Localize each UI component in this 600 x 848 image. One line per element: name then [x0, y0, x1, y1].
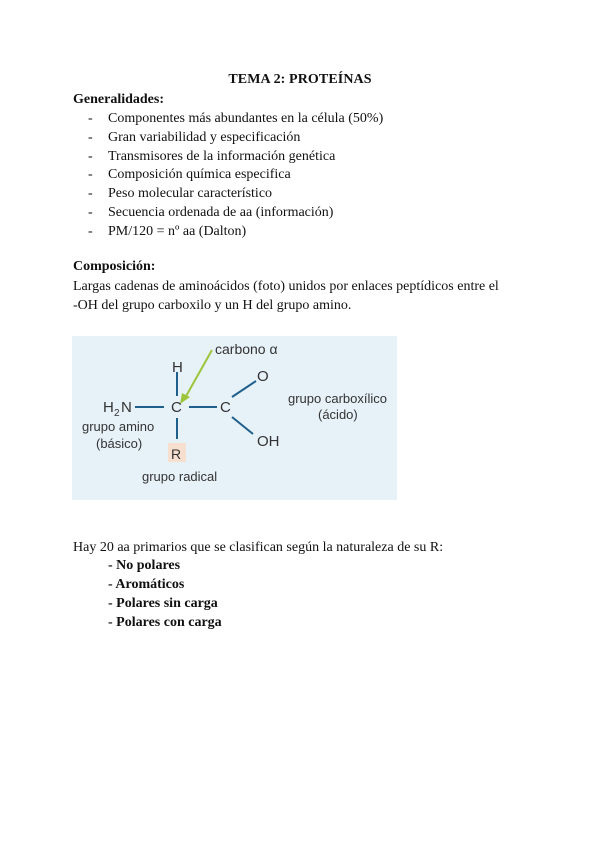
acido-label: (ácido) — [318, 407, 358, 422]
clasificacion-intro: Hay 20 aa primarios que se clasifican según la naturaleza de su R: — [73, 540, 444, 555]
list-item: - PM/120 = nº aa (Dalton) — [88, 223, 247, 239]
composicion-line-2: -OH del grupo carboxilo y un H del grupo amino. — [73, 298, 352, 313]
amino-acid-diagram — [72, 336, 397, 500]
list-item: - Aromáticos — [108, 577, 185, 592]
amino-acid-structure-figure — [72, 336, 397, 500]
amino-subscript: 2 — [114, 408, 120, 419]
grupo-radical-label: grupo radical — [142, 469, 218, 484]
amino-h: H — [103, 399, 114, 416]
atom-r: R — [171, 446, 182, 462]
generalidades-heading: Generalidades: — [73, 92, 164, 107]
carboxyl-carbon: C — [220, 399, 231, 416]
atom-h: H — [172, 359, 183, 376]
generalidades-list — [88, 110, 383, 242]
grupo-carboxilico-label: grupo carboxílico — [288, 391, 387, 406]
list-item: - No polares — [108, 558, 181, 573]
list-item: - Peso molecular característico — [88, 186, 273, 202]
atom-o: O — [257, 368, 269, 385]
clasificacion-list — [108, 556, 222, 632]
document-title: TEMA 2: PROTEÍNAS — [228, 72, 372, 87]
grupo-amino-label: grupo amino — [82, 419, 155, 434]
list-item: - Secuencia ordenada de aa (información) — [88, 204, 334, 220]
alpha-carbon: C — [171, 399, 182, 416]
composicion-line-1: Largas cadenas de aminoácidos (foto) unidos por enlaces peptídicos entre el — [73, 279, 499, 294]
list-item: - Polares sin carga — [108, 596, 218, 611]
composicion-heading: Composición: — [73, 259, 156, 274]
list-item: - Composición química especifica — [88, 167, 291, 183]
bond-coh — [232, 417, 253, 434]
list-item: - Componentes más abundantes en la célula (50%) — [88, 111, 384, 126]
basico-label: (básico) — [96, 436, 143, 451]
carbono-alpha-arrow — [185, 350, 212, 398]
list-item: - Transmisores de la información genética — [88, 148, 336, 164]
amino-n: N — [121, 399, 132, 416]
atom-oh: OH — [257, 433, 280, 450]
carbono-alpha-label: carbono α — [215, 341, 278, 357]
list-item: - Polares con carga — [108, 615, 222, 630]
bond-co — [232, 381, 256, 397]
list-item: - Gran variabilidad y especificación — [88, 129, 301, 145]
